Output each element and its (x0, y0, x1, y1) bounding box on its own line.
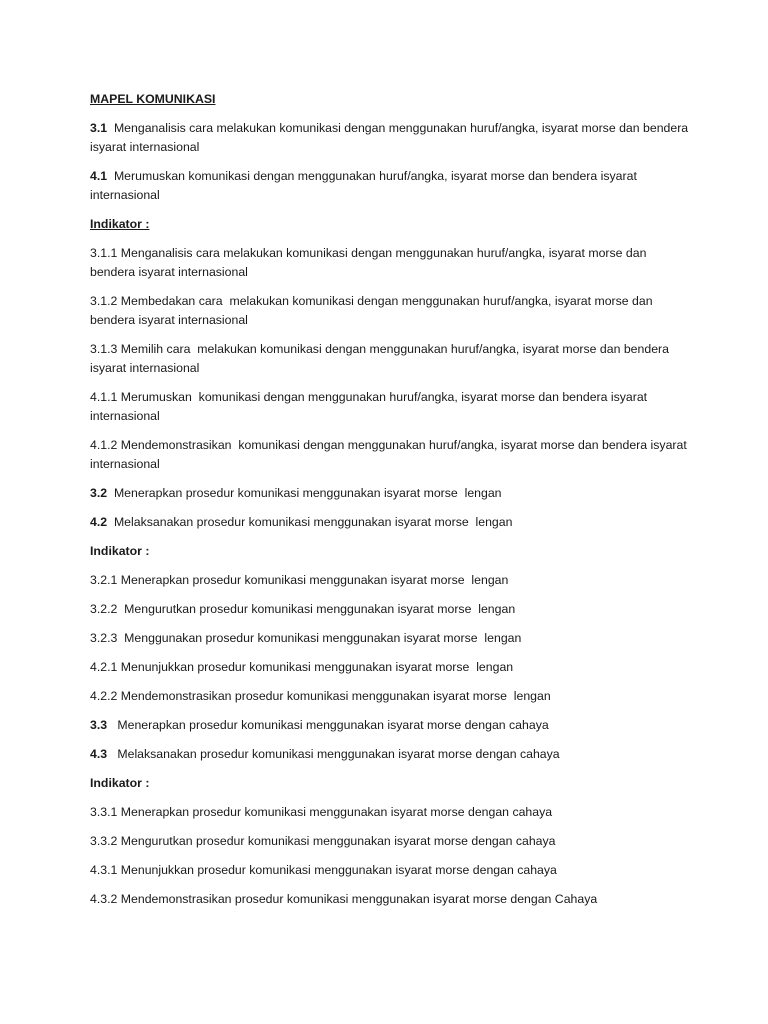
kd-4-3 (90, 745, 690, 764)
kd-4-2 (90, 513, 690, 532)
kd-text: Menganalisis cara melakukan komunikasi dengan menggunakan huruf/angka, isyarat morse dan bendera isyarat internasional (90, 121, 692, 154)
indikator-item: 4.3.2 Mendemonstrasikan prosedur komunikasi menggunakan isyarat morse dengan Cahaya (90, 892, 598, 906)
document-title: MAPEL KOMUNIKASI (90, 92, 216, 106)
indikator-item: 3.2.3 Menggunakan prosedur komunikasi menggunakan isyarat morse lengan (90, 631, 522, 645)
kd-text: Menerapkan prosedur komunikasi menggunakan isyarat morse dengan cahaya (107, 718, 549, 732)
kd-text: Merumuskan komunikasi dengan menggunakan huruf/angka, isyarat morse dan bendera isyarat internasional (90, 169, 641, 202)
document-content (90, 90, 690, 919)
kd-number: 4.2 (90, 515, 108, 529)
indikator-item: 4.3.1 Menunjukkan prosedur komunikasi menggunakan isyarat morse dengan cahaya (90, 863, 557, 877)
kd-text: Melaksanakan prosedur komunikasi menggunakan isyarat morse dengan cahaya (107, 747, 560, 761)
kd-number: 3.2 (90, 486, 108, 500)
indikator-item: 4.2.1 Menunjukkan prosedur komunikasi menggunakan isyarat morse lengan (90, 660, 514, 674)
kd-number: 3.1 (90, 121, 108, 135)
kd-3-2 (90, 484, 690, 503)
indikator-item: 4.1.2 Mendemonstrasikan komunikasi dengan menggunakan huruf/angka, isyarat morse dan bendera isyarat internasional (90, 438, 691, 471)
kd-text: Menerapkan prosedur komunikasi menggunakan isyarat morse lengan (107, 486, 502, 500)
indikator-heading: Indikator : (90, 776, 150, 790)
indikator-item: 3.1.2 Membedakan cara melakukan komunikasi dengan menggunakan huruf/angka, isyarat morse dan bendera isyarat internasional (90, 294, 656, 327)
indikator-item: 3.2.1 Menerapkan prosedur komunikasi menggunakan isyarat morse lengan (90, 573, 509, 587)
indikator-item: 3.1.3 Memilih cara melakukan komunikasi dengan menggunakan huruf/angka, isyarat morse dan bendera isyarat internasional (90, 342, 673, 375)
kd-number: 3.3 (90, 718, 108, 732)
indikator-heading: Indikator : (90, 217, 150, 231)
kd-4-1 (90, 167, 690, 205)
indikator-item: 3.1.1 Menganalisis cara melakukan komunikasi dengan menggunakan huruf/angka, isyarat morse dan bendera isyarat internasional (90, 246, 650, 279)
kd-3-3 (90, 716, 690, 735)
indikator-item: 4.1.1 Merumuskan komunikasi dengan menggunakan huruf/angka, isyarat morse dan bendera isyarat internasional (90, 390, 651, 423)
kd-number: 4.1 (90, 169, 108, 183)
indikator-heading: Indikator : (90, 544, 150, 558)
indikator-item: 3.2.2 Mengurutkan prosedur komunikasi menggunakan isyarat morse lengan (90, 602, 516, 616)
kd-number: 4.3 (90, 747, 108, 761)
kd-3-1 (90, 119, 690, 157)
indikator-item: 4.2.2 Mendemonstrasikan prosedur komunikasi menggunakan isyarat morse lengan (90, 689, 551, 703)
indikator-item: 3.3.1 Menerapkan prosedur komunikasi menggunakan isyarat morse dengan cahaya (90, 805, 553, 819)
indikator-item: 3.3.2 Mengurutkan prosedur komunikasi menggunakan isyarat morse dengan cahaya (90, 834, 556, 848)
kd-text: Melaksanakan prosedur komunikasi menggunakan isyarat morse lengan (107, 515, 513, 529)
